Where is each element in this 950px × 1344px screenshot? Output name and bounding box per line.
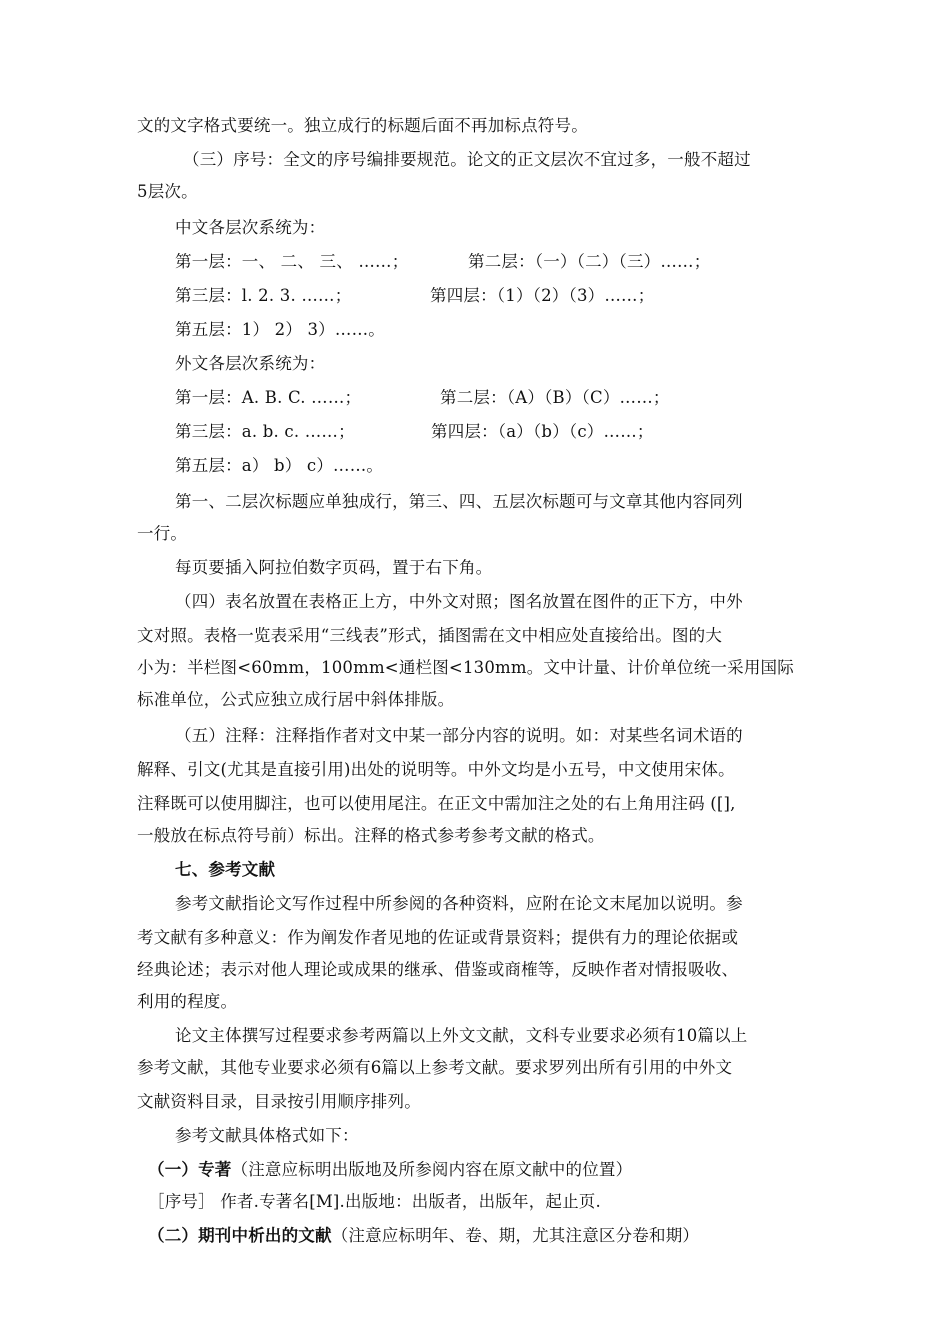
paragraph-line: 一行。 xyxy=(137,524,188,543)
reference-type-note: （注意应标明出版地及所参阅内容在原文献中的位置） xyxy=(231,1160,633,1179)
level-item: 第一层：A. B. C. ……； xyxy=(175,388,362,407)
paragraph-line: 一般放在标点符号前）标出。注释的格式参考参考文献的格式。 xyxy=(137,826,605,845)
paragraph-line: 小为：半栏图<60mm，100mm<通栏图<130mm。文中计量、计价单位统一采用国际 xyxy=(137,658,794,677)
paragraph-line: 文献资料目录，目录按引用顺序排列。 xyxy=(137,1092,421,1111)
paragraph-line: 标准单位，公式应独立成行居中斜体排版。 xyxy=(137,690,455,709)
paragraph-line: 文的文字格式要统一。独立成行的标题后面不再加标点符号。 xyxy=(137,116,588,135)
paragraph-line: 每页要插入阿拉伯数字页码，置于右下角。 xyxy=(175,558,493,577)
level-item: 第二层：（A）（B）（C）……； xyxy=(440,388,670,407)
paragraph-line: （三）序号：全文的序号编排要规范。论文的正文层次不宜过多，一般不超过 xyxy=(183,150,751,169)
level-item: 第三层：a. b. c. ……； xyxy=(175,422,355,441)
paragraph-line: 中文各层次系统为： xyxy=(175,218,326,237)
paragraph-line: 经典论述；表示对他人理论或成果的继承、借鉴或商榷等，反映作者对情报吸收、 xyxy=(137,960,739,979)
paragraph-line: 5层次。 xyxy=(137,182,198,201)
paragraph-line: 解释、引文(尤其是直接引用)出处的说明等。中外文均是小五号，中文使用宋体。 xyxy=(137,760,735,779)
level-item: 第五层：a） b） c）……。 xyxy=(175,456,384,475)
paragraph-line: 利用的程度。 xyxy=(137,992,238,1011)
paragraph-line: （五）注释：注释指作者对文中某一部分内容的说明。如：对某些名词术语的 xyxy=(175,726,743,745)
paragraph-line: 注释既可以使用脚注，也可以使用尾注。在正文中需加注之处的右上角用注码 ([], xyxy=(137,794,736,813)
level-item: 第三层：l. 2. 3. ……； xyxy=(175,286,352,305)
paragraph-line: 参考文献指论文写作过程中所参阅的各种资料，应附在论文末尾加以说明。参 xyxy=(175,894,743,913)
paragraph-line: （四）表名放置在表格正上方，中外文对照；图名放置在图件的正下方，中外 xyxy=(175,592,743,611)
reference-type-note: （注意应标明年、卷、期，尤其注意区分卷和期） xyxy=(331,1226,700,1245)
reference-type-line xyxy=(148,1224,699,1248)
level-item: 第四层：（1）（2）（3）……； xyxy=(430,286,655,305)
level-item: 第五层：1） 2） 3）……。 xyxy=(175,320,385,339)
level-item: 第二层：（一）（二）（三）……； xyxy=(468,252,711,271)
paragraph-line: 参考文献，其他专业要求必须有6篇以上参考文献。要求罗列出所有引用的中外文 xyxy=(137,1058,733,1077)
paragraph-line: 第一、二层次标题应单独成行，第三、四、五层次标题可与文章其他内容同列 xyxy=(175,492,743,511)
reference-type-label: （一）专著 xyxy=(148,1160,232,1179)
section-heading: 七、参考文献 xyxy=(175,860,276,879)
reference-format-line: ［序号］ 作者.专著名[M].出版地：出版者，出版年，起止页. xyxy=(148,1192,601,1211)
level-item: 第四层：（a）（b）（c）……； xyxy=(431,422,654,441)
paragraph-line: 考文献有多种意义：作为阐发作者见地的佐证或背景资料；提供有力的理论依据或 xyxy=(137,928,739,947)
level-item: 第一层：一、 二、 三、 ……； xyxy=(175,252,409,271)
paragraph-line: 参考文献具体格式如下： xyxy=(175,1126,359,1145)
reference-type-line xyxy=(148,1158,632,1182)
reference-type-label: （二）期刊中析出的文献 xyxy=(148,1226,332,1245)
paragraph-line: 外文各层次系统为： xyxy=(175,354,326,373)
paragraph-line: 论文主体撰写过程要求参考两篇以上外文文献，文科专业要求必须有10篇以上 xyxy=(175,1026,748,1045)
paragraph-line: 文对照。表格一览表采用“三线表”形式，插图需在文中相应处直接给出。图的大 xyxy=(137,626,723,645)
